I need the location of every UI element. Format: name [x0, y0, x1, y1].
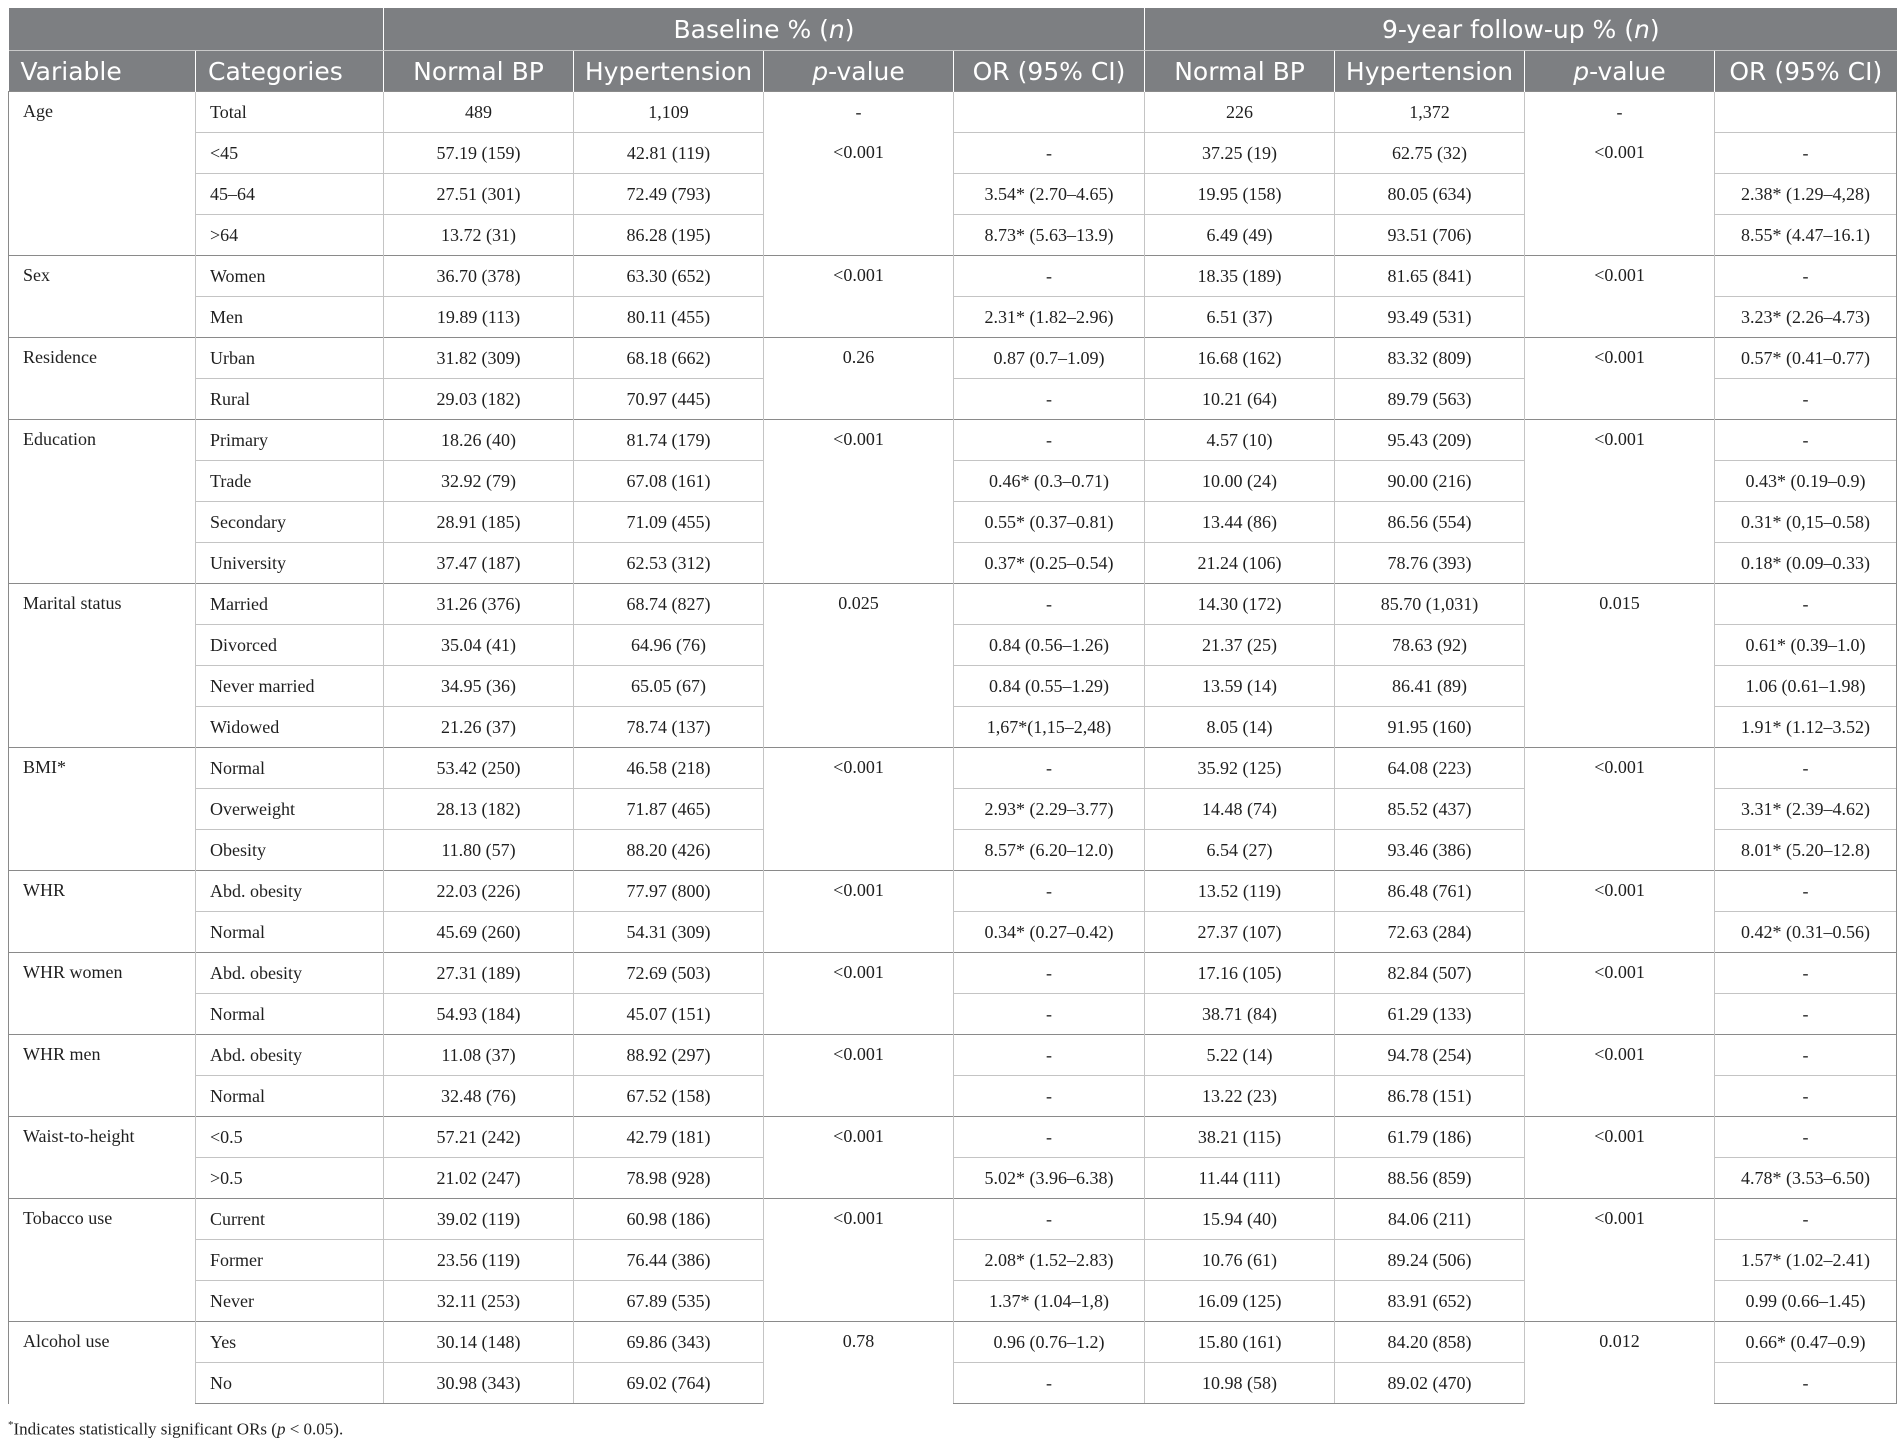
- category-cell: Abd. obesity: [196, 953, 384, 994]
- followup-normal-bp-cell: 27.37 (107): [1145, 912, 1335, 953]
- baseline-hypertension-cell: 71.09 (455): [574, 502, 764, 543]
- baseline-p-value-cell: <0.001: [764, 1199, 954, 1322]
- followup-normal-bp-cell: 8.05 (14): [1145, 707, 1335, 748]
- followup-normal-bp-cell: 14.30 (172): [1145, 584, 1335, 625]
- followup-normal-bp-cell: 38.21 (115): [1145, 1117, 1335, 1158]
- table-row: [9, 256, 1897, 297]
- baseline-normal-bp-cell: 22.03 (226): [384, 871, 574, 912]
- baseline-p-value-cell: 0.78: [764, 1322, 954, 1404]
- followup-p-value-cell: <0.001: [1525, 1117, 1715, 1199]
- baseline-or-cell: -: [954, 256, 1145, 297]
- followup-or-cell: 1.57* (1.02–2.41): [1715, 1240, 1897, 1281]
- header-row-columns: [9, 51, 1897, 92]
- baseline-normal-bp-cell: 30.98 (343): [384, 1363, 574, 1404]
- col-header-baseline-or: OR (95% CI): [954, 51, 1145, 92]
- followup-p-value-cell: -: [1525, 92, 1715, 133]
- followup-hypertension-cell: 91.95 (160): [1335, 707, 1525, 748]
- baseline-hypertension-cell: 65.05 (67): [574, 666, 764, 707]
- followup-hypertension-cell: 81.65 (841): [1335, 256, 1525, 297]
- baseline-normal-bp-cell: 21.02 (247): [384, 1158, 574, 1199]
- followup-or-cell: -: [1715, 584, 1897, 625]
- followup-normal-bp-cell: 6.51 (37): [1145, 297, 1335, 338]
- baseline-hypertension-cell: 78.98 (928): [574, 1158, 764, 1199]
- followup-hypertension-cell: 85.52 (437): [1335, 789, 1525, 830]
- baseline-or-cell: -: [954, 871, 1145, 912]
- followup-p-value-cell: 0.015: [1525, 584, 1715, 748]
- followup-normal-bp-cell: 15.80 (161): [1145, 1322, 1335, 1363]
- baseline-p-value-cell: <0.001: [764, 871, 954, 953]
- variable-cell: Education: [9, 420, 196, 584]
- followup-normal-bp-cell: 17.16 (105): [1145, 953, 1335, 994]
- followup-or-cell: -: [1715, 1035, 1897, 1076]
- baseline-normal-bp-cell: 57.19 (159): [384, 133, 574, 174]
- category-cell: University: [196, 543, 384, 584]
- baseline-or-cell: 8.57* (6.20–12.0): [954, 830, 1145, 871]
- baseline-p-value-cell: <0.001: [764, 133, 954, 256]
- baseline-normal-bp-cell: 45.69 (260): [384, 912, 574, 953]
- followup-hypertension-cell: 78.76 (393): [1335, 543, 1525, 584]
- category-cell: Obesity: [196, 830, 384, 871]
- baseline-hypertension-cell: 72.69 (503): [574, 953, 764, 994]
- baseline-normal-bp-cell: 13.72 (31): [384, 215, 574, 256]
- followup-or-cell: -: [1715, 379, 1897, 420]
- followup-or-cell: 0.61* (0.39–1.0): [1715, 625, 1897, 666]
- baseline-or-cell: -: [954, 953, 1145, 994]
- col-header-baseline-normal-bp: Normal BP: [384, 51, 574, 92]
- followup-or-cell: -: [1715, 1076, 1897, 1117]
- baseline-p-value-cell: <0.001: [764, 1035, 954, 1117]
- followup-or-cell: -: [1715, 871, 1897, 912]
- followup-hypertension-cell: 72.63 (284): [1335, 912, 1525, 953]
- followup-or-cell: 1.06 (0.61–1.98): [1715, 666, 1897, 707]
- baseline-hypertension-cell: 68.18 (662): [574, 338, 764, 379]
- baseline-or-cell: -: [954, 133, 1145, 174]
- category-cell: >0.5: [196, 1158, 384, 1199]
- followup-hypertension-cell: 88.56 (859): [1335, 1158, 1525, 1199]
- baseline-normal-bp-cell: 39.02 (119): [384, 1199, 574, 1240]
- baseline-or-cell: 0.96 (0.76–1.2): [954, 1322, 1145, 1363]
- followup-or-cell: 3.23* (2.26–4.73): [1715, 297, 1897, 338]
- baseline-normal-bp-cell: 29.03 (182): [384, 379, 574, 420]
- category-cell: <45: [196, 133, 384, 174]
- followup-normal-bp-cell: 14.48 (74): [1145, 789, 1335, 830]
- baseline-hypertension-cell: 67.89 (535): [574, 1281, 764, 1322]
- category-cell: 45–64: [196, 174, 384, 215]
- baseline-p-value-cell: -: [764, 92, 954, 133]
- baseline-hypertension-cell: 45.07 (151): [574, 994, 764, 1035]
- followup-hypertension-cell: 93.51 (706): [1335, 215, 1525, 256]
- category-cell: <0.5: [196, 1117, 384, 1158]
- category-cell: Men: [196, 297, 384, 338]
- baseline-or-cell: -: [954, 748, 1145, 789]
- followup-hypertension-cell: 86.56 (554): [1335, 502, 1525, 543]
- followup-or-cell: -: [1715, 420, 1897, 461]
- table-row: [9, 748, 1897, 789]
- followup-or-cell: -: [1715, 953, 1897, 994]
- followup-or-cell: -: [1715, 133, 1897, 174]
- followup-hypertension-cell: 85.70 (1,031): [1335, 584, 1525, 625]
- followup-p-value-cell: <0.001: [1525, 133, 1715, 256]
- followup-normal-bp-cell: 21.24 (106): [1145, 543, 1335, 584]
- followup-normal-bp-cell: 18.35 (189): [1145, 256, 1335, 297]
- baseline-hypertension-cell: 42.81 (119): [574, 133, 764, 174]
- category-cell: Former: [196, 1240, 384, 1281]
- col-header-variable: Variable: [9, 51, 196, 92]
- category-cell: Current: [196, 1199, 384, 1240]
- baseline-or-cell: 0.37* (0.25–0.54): [954, 543, 1145, 584]
- table-row: [9, 1117, 1897, 1158]
- baseline-normal-bp-cell: 53.42 (250): [384, 748, 574, 789]
- baseline-normal-bp-cell: 35.04 (41): [384, 625, 574, 666]
- followup-normal-bp-cell: 10.98 (58): [1145, 1363, 1335, 1404]
- followup-hypertension-cell: 82.84 (507): [1335, 953, 1525, 994]
- baseline-hypertension-cell: 68.74 (827): [574, 584, 764, 625]
- followup-normal-bp-cell: 6.54 (27): [1145, 830, 1335, 871]
- baseline-hypertension-cell: 80.11 (455): [574, 297, 764, 338]
- baseline-normal-bp-cell: 31.82 (309): [384, 338, 574, 379]
- baseline-hypertension-cell: 46.58 (218): [574, 748, 764, 789]
- category-cell: Rural: [196, 379, 384, 420]
- category-cell: Urban: [196, 338, 384, 379]
- table-row: [9, 953, 1897, 994]
- baseline-p-value-cell: <0.001: [764, 256, 954, 338]
- baseline-hypertension-cell: 54.31 (309): [574, 912, 764, 953]
- baseline-normal-bp-cell: 28.13 (182): [384, 789, 574, 830]
- followup-hypertension-cell: 90.00 (216): [1335, 461, 1525, 502]
- variable-cell: Residence: [9, 338, 196, 420]
- followup-hypertension-cell: 89.24 (506): [1335, 1240, 1525, 1281]
- table-footnote: *Indicates statistically significant ORs (p < 0.05).: [8, 1419, 344, 1439]
- followup-normal-bp-cell: 37.25 (19): [1145, 133, 1335, 174]
- followup-or-cell: [1715, 92, 1897, 133]
- followup-hypertension-cell: 93.46 (386): [1335, 830, 1525, 871]
- baseline-or-cell: 0.87 (0.7–1.09): [954, 338, 1145, 379]
- followup-or-cell: -: [1715, 1199, 1897, 1240]
- table-row: [9, 1322, 1897, 1363]
- followup-or-cell: 0.18* (0.09–0.33): [1715, 543, 1897, 584]
- category-cell: Married: [196, 584, 384, 625]
- baseline-hypertension-cell: 64.96 (76): [574, 625, 764, 666]
- followup-or-cell: 1.91* (1.12–3.52): [1715, 707, 1897, 748]
- followup-or-cell: -: [1715, 1117, 1897, 1158]
- baseline-or-cell: -: [954, 1363, 1145, 1404]
- baseline-or-cell: 0.46* (0.3–0.71): [954, 461, 1145, 502]
- followup-normal-bp-cell: 35.92 (125): [1145, 748, 1335, 789]
- followup-p-value-cell: <0.001: [1525, 1035, 1715, 1117]
- baseline-hypertension-cell: 72.49 (793): [574, 174, 764, 215]
- baseline-or-cell: -: [954, 584, 1145, 625]
- followup-p-value-cell: <0.001: [1525, 871, 1715, 953]
- table-row: [9, 420, 1897, 461]
- followup-normal-bp-cell: 10.00 (24): [1145, 461, 1335, 502]
- baseline-p-value-cell: <0.001: [764, 953, 954, 1035]
- baseline-normal-bp-cell: 11.80 (57): [384, 830, 574, 871]
- category-cell: Never married: [196, 666, 384, 707]
- col-header-followup-p-value: p-value: [1525, 51, 1715, 92]
- category-cell: Normal: [196, 1076, 384, 1117]
- table-row: [9, 871, 1897, 912]
- col-header-baseline-hypertension: Hypertension: [574, 51, 764, 92]
- followup-normal-bp-cell: 13.59 (14): [1145, 666, 1335, 707]
- baseline-normal-bp-cell: 37.47 (187): [384, 543, 574, 584]
- followup-or-cell: -: [1715, 1363, 1897, 1404]
- baseline-normal-bp-cell: 21.26 (37): [384, 707, 574, 748]
- baseline-or-cell: 0.55* (0.37–0.81): [954, 502, 1145, 543]
- followup-normal-bp-cell: 16.68 (162): [1145, 338, 1335, 379]
- header-row-groups: [9, 8, 1897, 51]
- baseline-p-value-cell: <0.001: [764, 420, 954, 584]
- col-header-followup-normal-bp: Normal BP: [1145, 51, 1335, 92]
- baseline-normal-bp-cell: 18.26 (40): [384, 420, 574, 461]
- followup-or-cell: 0.43* (0.19–0.9): [1715, 461, 1897, 502]
- followup-or-cell: 0.66* (0.47–0.9): [1715, 1322, 1897, 1363]
- baseline-or-cell: 0.34* (0.27–0.42): [954, 912, 1145, 953]
- baseline-hypertension-cell: 70.97 (445): [574, 379, 764, 420]
- followup-hypertension-cell: 61.79 (186): [1335, 1117, 1525, 1158]
- followup-normal-bp-cell: 13.22 (23): [1145, 1076, 1335, 1117]
- baseline-or-cell: 2.08* (1.52–2.83): [954, 1240, 1145, 1281]
- followup-p-value-cell: <0.001: [1525, 1199, 1715, 1322]
- followup-hypertension-cell: 80.05 (634): [1335, 174, 1525, 215]
- baseline-or-cell: -: [954, 1199, 1145, 1240]
- followup-or-cell: 8.55* (4.47–16.1): [1715, 215, 1897, 256]
- followup-hypertension-cell: 61.29 (133): [1335, 994, 1525, 1035]
- followup-normal-bp-cell: 4.57 (10): [1145, 420, 1335, 461]
- category-cell: Normal: [196, 748, 384, 789]
- variable-cell: Alcohol use: [9, 1322, 196, 1404]
- category-cell: Normal: [196, 912, 384, 953]
- category-cell: >64: [196, 215, 384, 256]
- variable-cell: BMI*: [9, 748, 196, 871]
- category-cell: No: [196, 1363, 384, 1404]
- followup-or-cell: 8.01* (5.20–12.8): [1715, 830, 1897, 871]
- category-cell: Abd. obesity: [196, 871, 384, 912]
- variable-cell: Marital status: [9, 584, 196, 748]
- followup-normal-bp-cell: 21.37 (25): [1145, 625, 1335, 666]
- followup-normal-bp-cell: 10.76 (61): [1145, 1240, 1335, 1281]
- baseline-normal-bp-cell: 31.26 (376): [384, 584, 574, 625]
- table-body: [9, 92, 1897, 1404]
- variable-cell: Sex: [9, 256, 196, 338]
- followup-hypertension-cell: 93.49 (531): [1335, 297, 1525, 338]
- results-table: [8, 8, 1897, 1404]
- baseline-hypertension-cell: 69.02 (764): [574, 1363, 764, 1404]
- category-cell: Normal: [196, 994, 384, 1035]
- baseline-hypertension-cell: 1,109: [574, 92, 764, 133]
- baseline-normal-bp-cell: 19.89 (113): [384, 297, 574, 338]
- followup-normal-bp-cell: 13.44 (86): [1145, 502, 1335, 543]
- followup-or-cell: 0.57* (0.41–0.77): [1715, 338, 1897, 379]
- baseline-hypertension-cell: 77.97 (800): [574, 871, 764, 912]
- col-header-categories: Categories: [196, 51, 384, 92]
- baseline-p-value-cell: <0.001: [764, 1117, 954, 1199]
- followup-normal-bp-cell: 13.52 (119): [1145, 871, 1335, 912]
- followup-hypertension-cell: 64.08 (223): [1335, 748, 1525, 789]
- baseline-normal-bp-cell: 23.56 (119): [384, 1240, 574, 1281]
- baseline-normal-bp-cell: 27.51 (301): [384, 174, 574, 215]
- baseline-or-cell: 0.84 (0.55–1.29): [954, 666, 1145, 707]
- variable-cell: Tobacco use: [9, 1199, 196, 1322]
- followup-normal-bp-cell: 16.09 (125): [1145, 1281, 1335, 1322]
- baseline-or-cell: 1.37* (1.04–1,8): [954, 1281, 1145, 1322]
- baseline-normal-bp-cell: 32.92 (79): [384, 461, 574, 502]
- baseline-or-cell: 2.93* (2.29–3.77): [954, 789, 1145, 830]
- followup-hypertension-cell: 95.43 (209): [1335, 420, 1525, 461]
- baseline-hypertension-cell: 88.20 (426): [574, 830, 764, 871]
- variable-cell: WHR men: [9, 1035, 196, 1117]
- followup-p-value-cell: <0.001: [1525, 953, 1715, 1035]
- baseline-hypertension-cell: 86.28 (195): [574, 215, 764, 256]
- baseline-hypertension-cell: 71.87 (465): [574, 789, 764, 830]
- followup-p-value-cell: 0.012: [1525, 1322, 1715, 1404]
- variable-cell: Age: [9, 92, 196, 256]
- followup-normal-bp-cell: 11.44 (111): [1145, 1158, 1335, 1199]
- baseline-normal-bp-cell: 34.95 (36): [384, 666, 574, 707]
- baseline-normal-bp-cell: 11.08 (37): [384, 1035, 574, 1076]
- followup-normal-bp-cell: 5.22 (14): [1145, 1035, 1335, 1076]
- table-row: [9, 584, 1897, 625]
- baseline-hypertension-cell: 60.98 (186): [574, 1199, 764, 1240]
- baseline-or-cell: 0.84 (0.56–1.26): [954, 625, 1145, 666]
- followup-hypertension-cell: 1,372: [1335, 92, 1525, 133]
- baseline-p-value-cell: 0.26: [764, 338, 954, 420]
- table-row-total: [9, 92, 1897, 133]
- followup-or-cell: 3.31* (2.39–4.62): [1715, 789, 1897, 830]
- followup-normal-bp-cell: 15.94 (40): [1145, 1199, 1335, 1240]
- followup-p-value-cell: <0.001: [1525, 256, 1715, 338]
- followup-or-cell: -: [1715, 256, 1897, 297]
- variable-cell: WHR women: [9, 953, 196, 1035]
- followup-hypertension-cell: 84.06 (211): [1335, 1199, 1525, 1240]
- baseline-hypertension-cell: 67.08 (161): [574, 461, 764, 502]
- baseline-or-cell: -: [954, 1117, 1145, 1158]
- category-cell: Secondary: [196, 502, 384, 543]
- baseline-normal-bp-cell: 32.48 (76): [384, 1076, 574, 1117]
- followup-hypertension-cell: 86.41 (89): [1335, 666, 1525, 707]
- category-cell: Divorced: [196, 625, 384, 666]
- header-followup: 9-year follow-up % (n): [1145, 8, 1897, 51]
- baseline-hypertension-cell: 67.52 (158): [574, 1076, 764, 1117]
- followup-hypertension-cell: 84.20 (858): [1335, 1322, 1525, 1363]
- baseline-p-value-cell: <0.001: [764, 748, 954, 871]
- followup-or-cell: 4.78* (3.53–6.50): [1715, 1158, 1897, 1199]
- table-row: [9, 1199, 1897, 1240]
- baseline-hypertension-cell: 81.74 (179): [574, 420, 764, 461]
- followup-hypertension-cell: 86.48 (761): [1335, 871, 1525, 912]
- category-cell: Overweight: [196, 789, 384, 830]
- followup-or-cell: 0.42* (0.31–0.56): [1715, 912, 1897, 953]
- baseline-or-cell: 2.31* (1.82–2.96): [954, 297, 1145, 338]
- baseline-or-cell: -: [954, 379, 1145, 420]
- table-row: [9, 1035, 1897, 1076]
- table-row: [9, 133, 1897, 174]
- followup-hypertension-cell: 83.32 (809): [1335, 338, 1525, 379]
- followup-p-value-cell: <0.001: [1525, 420, 1715, 584]
- followup-hypertension-cell: 83.91 (652): [1335, 1281, 1525, 1322]
- followup-hypertension-cell: 89.02 (470): [1335, 1363, 1525, 1404]
- baseline-or-cell: 1,67*(1,15–2,48): [954, 707, 1145, 748]
- baseline-normal-bp-cell: 54.93 (184): [384, 994, 574, 1035]
- category-cell: Total: [196, 92, 384, 133]
- baseline-hypertension-cell: 63.30 (652): [574, 256, 764, 297]
- header-baseline: Baseline % (n): [384, 8, 1145, 51]
- category-cell: Trade: [196, 461, 384, 502]
- category-cell: Primary: [196, 420, 384, 461]
- followup-hypertension-cell: 94.78 (254): [1335, 1035, 1525, 1076]
- followup-normal-bp-cell: 6.49 (49): [1145, 215, 1335, 256]
- followup-normal-bp-cell: 226: [1145, 92, 1335, 133]
- baseline-normal-bp-cell: 27.31 (189): [384, 953, 574, 994]
- category-cell: Abd. obesity: [196, 1035, 384, 1076]
- followup-or-cell: -: [1715, 994, 1897, 1035]
- followup-hypertension-cell: 78.63 (92): [1335, 625, 1525, 666]
- baseline-or-cell: -: [954, 994, 1145, 1035]
- baseline-p-value-cell: 0.025: [764, 584, 954, 748]
- baseline-or-cell: -: [954, 1076, 1145, 1117]
- baseline-or-cell: 5.02* (3.96–6.38): [954, 1158, 1145, 1199]
- baseline-normal-bp-cell: 36.70 (378): [384, 256, 574, 297]
- category-cell: Never: [196, 1281, 384, 1322]
- baseline-or-cell: -: [954, 1035, 1145, 1076]
- followup-or-cell: 0.99 (0.66–1.45): [1715, 1281, 1897, 1322]
- variable-cell: WHR: [9, 871, 196, 953]
- baseline-hypertension-cell: 42.79 (181): [574, 1117, 764, 1158]
- followup-hypertension-cell: 86.78 (151): [1335, 1076, 1525, 1117]
- table-row: [9, 338, 1897, 379]
- followup-or-cell: -: [1715, 748, 1897, 789]
- baseline-hypertension-cell: 76.44 (386): [574, 1240, 764, 1281]
- baseline-or-cell: -: [954, 420, 1145, 461]
- baseline-normal-bp-cell: 32.11 (253): [384, 1281, 574, 1322]
- header-empty-cell: [9, 8, 384, 51]
- baseline-or-cell: [954, 92, 1145, 133]
- followup-normal-bp-cell: 10.21 (64): [1145, 379, 1335, 420]
- variable-cell: Waist-to-height: [9, 1117, 196, 1199]
- baseline-hypertension-cell: 78.74 (137): [574, 707, 764, 748]
- followup-or-cell: 0.31* (0,15–0.58): [1715, 502, 1897, 543]
- category-cell: Widowed: [196, 707, 384, 748]
- baseline-normal-bp-cell: 489: [384, 92, 574, 133]
- baseline-normal-bp-cell: 30.14 (148): [384, 1322, 574, 1363]
- baseline-normal-bp-cell: 57.21 (242): [384, 1117, 574, 1158]
- baseline-hypertension-cell: 69.86 (343): [574, 1322, 764, 1363]
- baseline-or-cell: 3.54* (2.70–4.65): [954, 174, 1145, 215]
- followup-p-value-cell: <0.001: [1525, 338, 1715, 420]
- col-header-followup-or: OR (95% CI): [1715, 51, 1897, 92]
- followup-p-value-cell: <0.001: [1525, 748, 1715, 871]
- followup-or-cell: 2.38* (1.29–4,28): [1715, 174, 1897, 215]
- baseline-hypertension-cell: 88.92 (297): [574, 1035, 764, 1076]
- baseline-normal-bp-cell: 28.91 (185): [384, 502, 574, 543]
- col-header-followup-hypertension: Hypertension: [1335, 51, 1525, 92]
- category-cell: Women: [196, 256, 384, 297]
- col-header-baseline-p-value: p-value: [764, 51, 954, 92]
- followup-hypertension-cell: 89.79 (563): [1335, 379, 1525, 420]
- baseline-or-cell: 8.73* (5.63–13.9): [954, 215, 1145, 256]
- baseline-hypertension-cell: 62.53 (312): [574, 543, 764, 584]
- followup-hypertension-cell: 62.75 (32): [1335, 133, 1525, 174]
- followup-normal-bp-cell: 19.95 (158): [1145, 174, 1335, 215]
- category-cell: Yes: [196, 1322, 384, 1363]
- followup-normal-bp-cell: 38.71 (84): [1145, 994, 1335, 1035]
